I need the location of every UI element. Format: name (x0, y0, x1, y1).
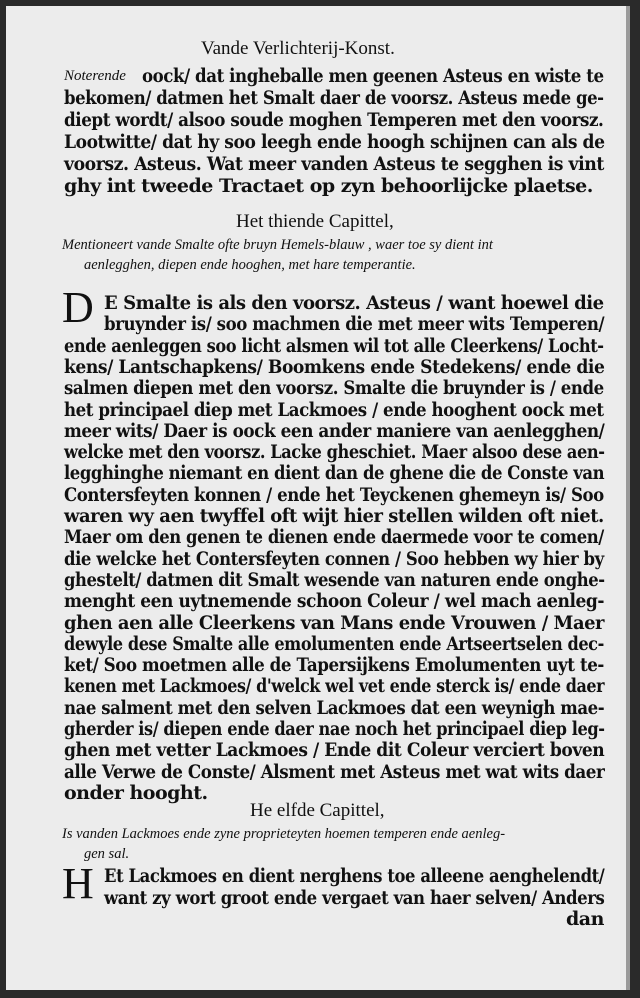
text-line: want zy wort groot ende vergaet van haer selven/ Anders (104, 886, 605, 909)
text-line: dan (566, 908, 604, 930)
text-line: waren wy aen twyffel oft wijt hier stellen wilden oft niet. (64, 505, 604, 527)
text-line: Et Lackmoes en dient nerghens toe alleene aenghelendt/ (104, 865, 605, 887)
text-line: Lootwitte/ dat hy soo leegh ende hoogh schijnen can als de (64, 131, 605, 153)
chapter-summary-line: gen sal. (84, 846, 130, 862)
book-page (6, 6, 630, 990)
chapter-summary-line: Mentioneert vande Smalte ofte bruyn Hemels-blauw , waer toe sy dient int (62, 237, 493, 253)
chapter-heading: Het thiende Capittel, (236, 211, 394, 232)
text-line: salmen diepen met den voorsz. Smalte die bruynder is / ende (64, 377, 604, 400)
text-line: ghen met vetter Lackmoes / Ende dit Coleur verciert boven (64, 739, 605, 762)
text-line: welcke met den voorsz. Lacke gheschiet. Maer alsoo dese aen- (64, 441, 605, 464)
text-line: kenen met Lackmoes/ d'welck wel vet ende sterck is/ ende daer (64, 675, 605, 698)
chapter-summary-line: Is vanden Lackmoes ende zyne proprieteyten hoemen temperen ende aenleg- (62, 826, 506, 842)
text-line: het principael diep met Lackmoes / ende hooghent oock met (64, 398, 604, 421)
text-line: ghen aen alle Cleerkens van Mans ende Vrouwen / Maer (64, 611, 605, 634)
text-line: oock/ dat ingheballe men geenen Asteus en wiste te (142, 65, 604, 87)
margin-note: Noterende (64, 68, 126, 84)
text-line: ende aenleggen soo licht alsmen wil tot alle Cleerkens/ Locht- (64, 334, 604, 357)
text-line: Contersfeyten konnen / ende het Teyckenen ghemeyn is/ Soo (64, 483, 604, 506)
chapter-summary-line: aenlegghen, diepen ende hooghen, met hare temperantie. (84, 257, 416, 273)
running-header: Vande Verlichterij-Konst. (201, 38, 395, 59)
text-line: onder hooght. (64, 781, 208, 804)
drop-cap: H (62, 859, 94, 908)
text-line: dewyle dese Smalte alle emolumenten ende Artseertselen dec- (64, 632, 604, 655)
text-line: bruynder is/ soo machmen die met meer wits Temperen/ (104, 313, 605, 336)
text-line: die welcke het Contersfeyten connen / Soo hebben wy hier by (64, 547, 604, 570)
text-line: diept wordt/ alsoo soude moghen Temperen met den voorsz. (64, 109, 604, 131)
chapter-heading: He elfde Capittel, (250, 800, 385, 821)
text-line: meer wits/ Daer is oock een ander maniere van aenlegghen/ (64, 419, 605, 442)
text-line: voorsz. Asteus. Wat meer vanden Asteus te segghen is vint (64, 153, 604, 175)
drop-cap: D (62, 283, 94, 332)
text-line: kens/ Lantschapkens/ Boomkens ende Stedekens/ ende die (64, 355, 605, 378)
text-line: nae salment met den selven Lackmoes dat een weynigh mae- (64, 696, 605, 719)
text-line: menght een uytnemende schoon Coleur / wel mach aenleg- (64, 590, 604, 613)
text-line: Maer om den genen te dienen ende daermede voor te comen/ (64, 526, 604, 549)
text-line: ket/ Soo moetmen alle de Tapersijkens Emolumenten uyt te- (64, 654, 604, 677)
text-line: bekomen/ datmen het Smalt daer de voorsz. Asteus mede ge- (64, 87, 604, 109)
text-line: legghinghe niemant en dient dan de ghene die de Conste van (64, 462, 605, 485)
text-line: ghestelt/ datmen dit Smalt wesende van naturen ende onghe- (64, 568, 605, 591)
text-line: ghy int tweede Tractaet op zyn behoorlijcke plaetse. (64, 175, 593, 197)
text-line: E Smalte is als den voorsz. Asteus / want hoewel die (104, 292, 604, 314)
text-line: gherder is/ diepen ende daer nae noch het principael diep leg- (64, 718, 605, 740)
text-line: alle Verwe de Conste/ Alsment met Asteus met wat wits daer (64, 760, 605, 783)
